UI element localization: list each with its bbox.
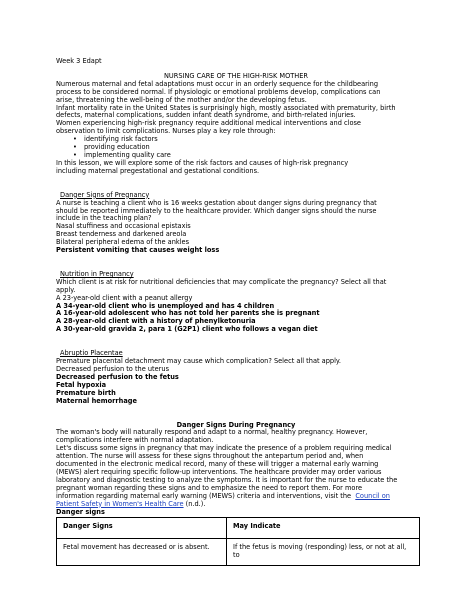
council-link-continued[interactable]: Patient Safety in Women's Health Care [56, 499, 184, 508]
q2-answer: A 34-year-old client who is unemployed and has 4 children [56, 301, 275, 310]
document-title: NURSING CARE OF THE HIGH-RISK MOTHER [164, 71, 308, 80]
q2-question-line: Which client is at risk for nutritional deficiencies that may complicate the pregnancy? Select all that [56, 277, 387, 286]
q2-question-line: apply. [56, 285, 76, 294]
q3-answer: Premature birth [56, 388, 116, 397]
table-header-row [57, 518, 420, 539]
section-line: (MEWS) alert requiring specific follow-up interventions. The healthcare provider may order various [56, 467, 382, 476]
q2-answer: A 30-year-old gravida 2, para 1 (G2P1) client who follows a vegan diet [56, 325, 318, 334]
intro-line: observation to limit complications. Nurses play a key role through: [56, 127, 276, 136]
intro-line: process to be considered normal. If physiologic or emotional problems develop, complications can [56, 87, 381, 96]
danger-signs-table [56, 517, 420, 566]
section-line: complications interfere with normal adaptation. [56, 436, 214, 445]
q3-answer: Maternal hemorrhage [56, 396, 137, 405]
intro-line: Women experiencing high-risk pregnancy require additional medical interventions and close [56, 119, 361, 128]
week-label: Week 3 Edapt [56, 57, 102, 65]
q3-option: Decreased perfusion to the uterus [56, 365, 170, 373]
q3-answer: Fetal hypoxia [56, 380, 107, 389]
q1-question-line: include in the teaching plan? [56, 214, 152, 223]
table-caption: Danger signs [56, 507, 105, 516]
q1-option: Bilateral peripheral edema of the ankles [56, 238, 190, 247]
section-title: Danger Signs During Pregnancy [176, 420, 296, 429]
q1-option: Breast tenderness and darkened areola [56, 230, 187, 239]
table-header-cell: May Indicate [227, 518, 420, 539]
intro-line: Infant mortality rate in the United States is surprisingly high, mostly associated with prematurity, birth [56, 103, 396, 112]
q1-question-line: should be reported immediately to the healthcare provider. Which danger signs should the nurse [56, 206, 377, 215]
table-row [57, 539, 420, 566]
list-item: • identifying risk factors [84, 136, 416, 144]
list-item: • providing education [84, 144, 416, 152]
q2-option: A 23-year-old client with a peanut allergy [56, 293, 193, 302]
q2-answer: A 16-year-old adolescent who has not told her parents she is pregnant [56, 309, 320, 318]
q2-heading: Nutrition in Pregnancy [60, 269, 134, 278]
section-line-with-link [56, 501, 416, 509]
link-suffix: (n.d.). [183, 499, 206, 508]
intro-closing-line: including maternal pregestational and gestational conditions. [56, 166, 260, 175]
table-header-cell: Danger Signs [57, 518, 227, 539]
intro-line: defects, maternal complications, sudden infant death syndrome, and birth-related injuries. [56, 111, 356, 120]
q1-question-line: A nurse is teaching a client who is 16 weeks gestation about danger signs during pregnancy that [56, 198, 377, 207]
intro-line: Numerous maternal and fetal adaptations must occur in an orderly sequence for the childbearing [56, 79, 379, 88]
q1-option: Nasal stuffiness and occasional epistaxis [56, 222, 191, 231]
q3-heading: Abruptio Placentae [60, 349, 123, 358]
intro-line: arise, threatening the well-being of the mother and/or the developing fetus. [56, 95, 307, 104]
intro-closing-line: In this lesson, we will explore some of the risk factors and causes of high-risk pregnancy [56, 158, 349, 167]
table-cell: Fetal movement has decreased or is absent. [57, 539, 227, 566]
table-cell: If the fetus is moving (responding) less, or not at all, to [227, 539, 420, 566]
section-line: documented in the electronic medical record, many of these will trigger a maternal early warning [56, 460, 379, 469]
council-link[interactable]: Council on [355, 491, 390, 500]
section-line: laboratory and diagnostic testing to analyze the symptoms. It is important for the nurse to educate the [56, 475, 398, 484]
nurse-role-list [56, 136, 416, 160]
section-line: attention. The nurse will assess for these signs throughout the antepartum period and, when [56, 452, 364, 461]
section-line: Let's discuss some signs in pregnancy that may indicate the presence of a problem requiring medical [56, 444, 392, 453]
section-line: The woman's body will naturally respond and adapt to a normal, healthy pregnancy. However, [56, 428, 368, 437]
q1-heading: Danger Signs of Pregnancy [60, 190, 150, 199]
q1-answer: Persistent vomiting that causes weight loss [56, 246, 220, 255]
section-line: pregnant woman regarding these signs and to emphasize the need to report them. For more [56, 483, 363, 492]
section-line: information regarding maternal early warning (MEWS) criteria and interventions, visit the [56, 491, 352, 500]
q3-answer: Decreased perfusion to the fetus [56, 372, 179, 381]
q2-answer: A 28-year-old client with a history of phenylketonuria [56, 317, 256, 326]
q3-question: Premature placental detachment may cause which complication? Select all that apply. [56, 357, 341, 366]
list-item: • implementing quality care [84, 152, 416, 160]
